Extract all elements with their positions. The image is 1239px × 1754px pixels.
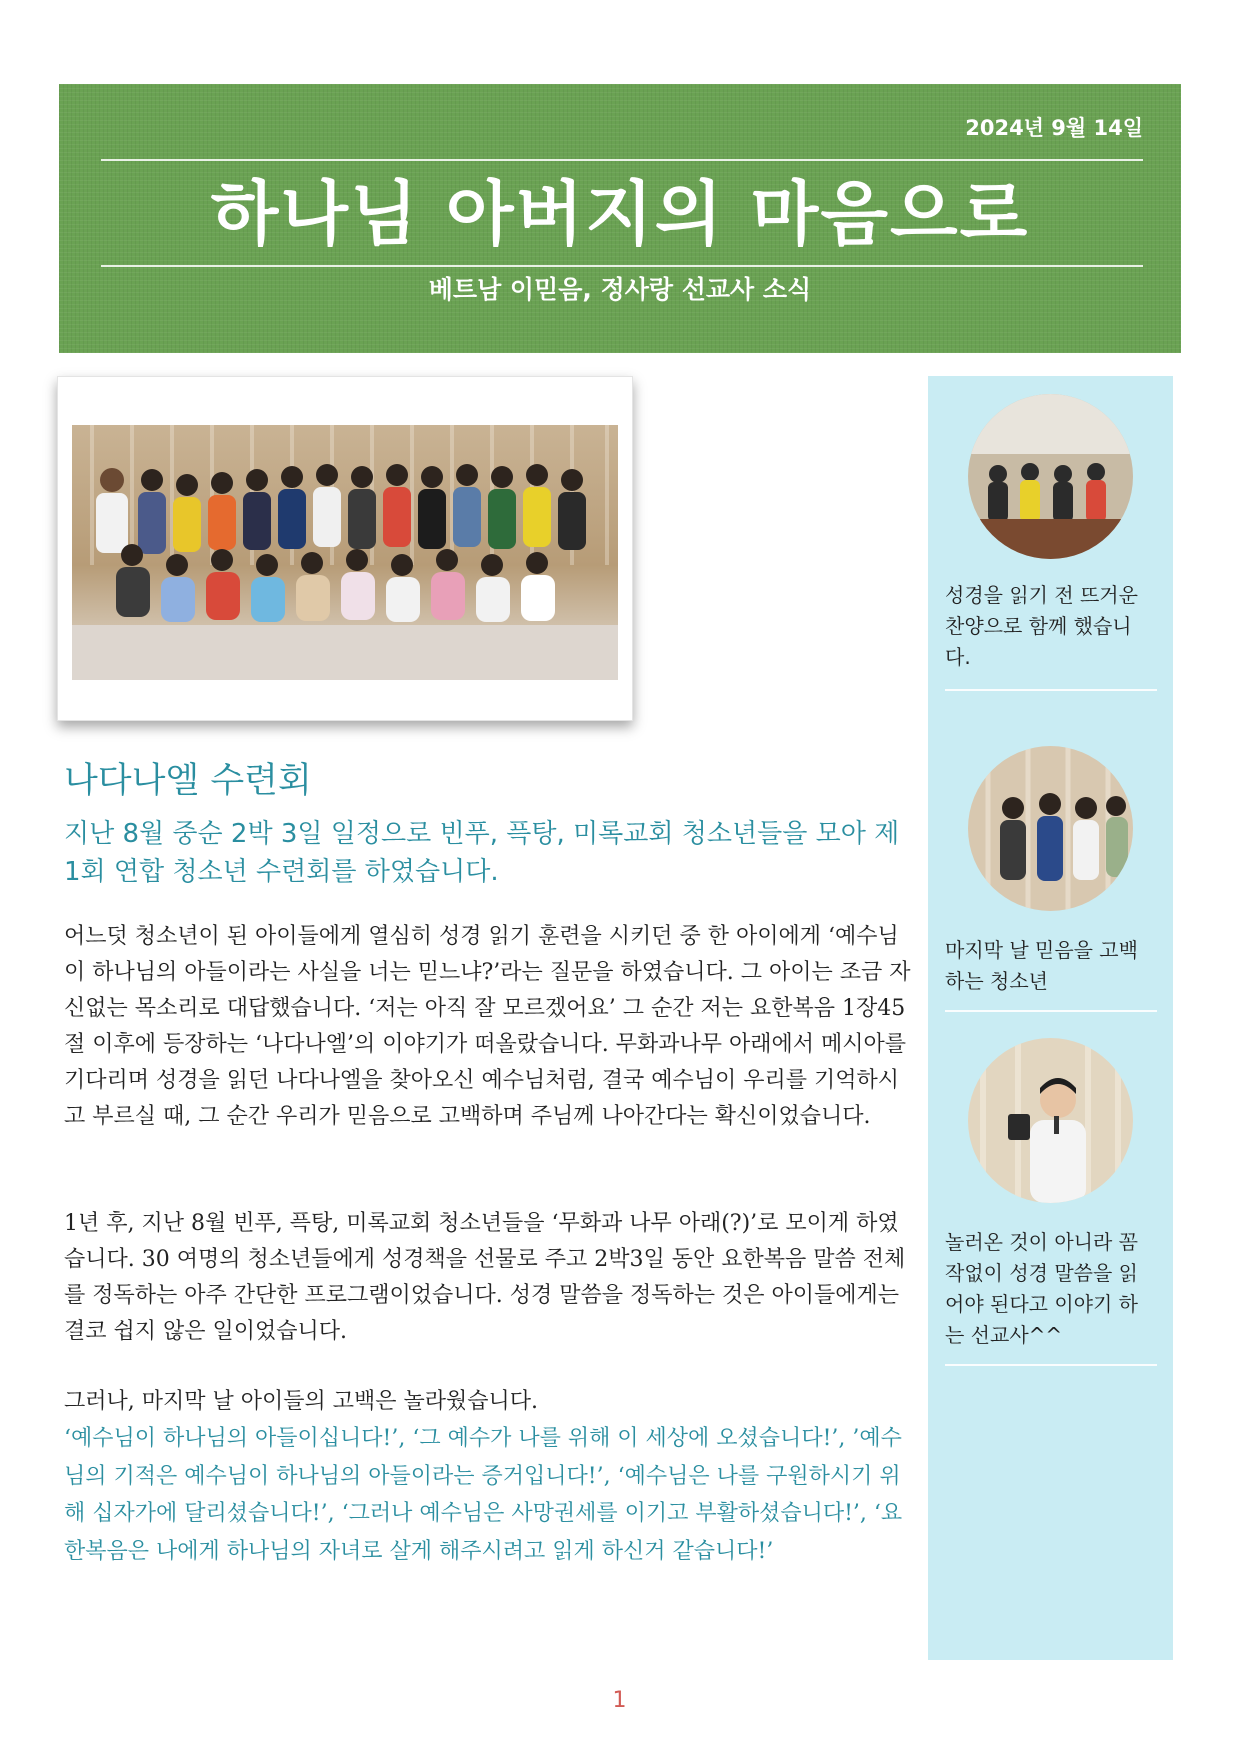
- article-paragraph: 1년 후, 지난 8월 빈푸, 픅탕, 미록교회 청소년들을 ‘무화과 나무 아래(?)’로 모이게 하였습니다. 30 여명의 청소년들에게 성경책을 선물로 주고 2박3일 동안 요한복음 말씀 전체를 정독하는 아주 간단한 프로그램이었습니다. 성경 말씀을 정독하는 것은 아이들에게는 결코 쉽지 않은 일이었습니다.: [64, 1211, 906, 1344]
- sidebar-divider: [945, 689, 1157, 691]
- article-paragraph: 어느덧 청소년이 된 아이들에게 열심히 성경 읽기 훈련을 시키던 중 한 아이에게 ‘예수님이 하나님의 아들이라는 사실을 너는 믿느냐?’라는 질문을 하였습니다. 그 아이는 조금 자신없는 목소리로 대답했습니다. ‘저는 아직 잘 모르겠어요’ 그 순간 저는 요한복음 1장45절 이후에 등장하는 ‘나다나엘’의 이야기가 떠올랐습니다. 무화과나무 아래에서 메시아를 기다리며 성경을 읽던 나다나엘을 찾아오신 예수님처럼, 결국 예수님이 우리를 기억하시고 부르실 때, 그 순간 우리가 믿음으로 고백하며 주님께 나아간다는 확신이었습니다.: [64, 924, 911, 1129]
- header-divider-bottom: [101, 265, 1143, 267]
- youth-confessions-quote: ‘예수님이 하나님의 아들이십니다!’, ‘그 예수가 나를 위해 이 세상에 오셨습니다!’, ’예수님의 기적은 예수님이 하나님의 아들이라는 증거입니다!’, ‘예수님은 나를 구원하시기 위해 십자가에 달리셨습니다!’, ‘그러나 예수님은 사망권세를 이기고 부활하셨습니다!’, ‘요한복음은 나에게 하나님의 자녀로 살게 해주시려고 읽게 하신거 같습니다!’: [64, 1426, 903, 1564]
- page-number: 1: [612, 1688, 627, 1713]
- missionary-photo: [968, 1038, 1133, 1203]
- article-lead: 지난 8월 중순 2박 3일 일정으로 빈푸, 픅탕, 미록교회 청소년들을 모아 제1회 연합 청소년 수련회를 하였습니다.: [64, 819, 900, 887]
- group-photo: [72, 425, 618, 680]
- issue-date: 2024년 9월 14일: [965, 116, 1143, 140]
- newsletter-header: [59, 84, 1181, 353]
- sidebar-caption: 놀러온 것이 아니라 꼼작없이 성경 말씀을 읽어야 된다고 이야기 하는 선교사^^: [945, 1230, 1138, 1347]
- confession-photo: [968, 746, 1133, 911]
- sidebar-divider: [945, 1364, 1157, 1366]
- worship-photo: [968, 394, 1133, 559]
- header-divider-top: [101, 159, 1143, 161]
- photo-sidebar: [928, 376, 1173, 1660]
- group-photo-frame: [57, 376, 633, 721]
- sidebar-caption: 마지막 날 믿음을 고백하는 청소년: [945, 938, 1138, 993]
- sidebar-caption: 성경을 읽기 전 뜨거운 찬양으로 함께 했습니다.: [945, 583, 1138, 669]
- article-title: 나다나엘 수련회: [64, 761, 312, 801]
- sidebar-divider: [945, 1010, 1157, 1012]
- newsletter-title: 하나님 아버지의 마음으로: [210, 173, 1030, 255]
- article-paragraph: 그러나, 마지막 날 아이들의 고백은 놀라웠습니다.: [64, 1389, 538, 1414]
- newsletter-subtitle: 베트남 이믿음, 정사랑 선교사 소식: [428, 275, 812, 304]
